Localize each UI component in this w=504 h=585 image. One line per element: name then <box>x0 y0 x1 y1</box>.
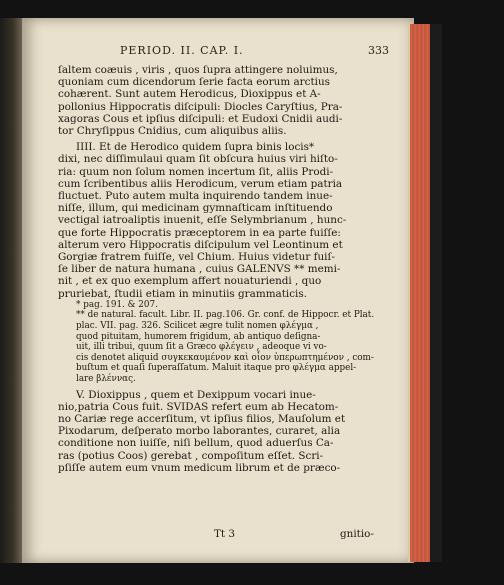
page-text <box>58 64 398 474</box>
running-head: PERIOD. II. CAP. I. <box>120 44 244 57</box>
text-line: ſe liber de natura humana , cuius GALENVS ** memi- <box>58 263 341 276</box>
text-line: ſaltem coæuis , viris , quos ſupra attingere noluimus, <box>58 64 338 76</box>
text-line: conditione non iuiſſe, niſi bellum, quod aduerſus Ca- <box>58 437 334 450</box>
red-page-edges <box>408 24 432 562</box>
text-line: nio,patria Cous fuit. SVIDAS refert eum ab Hecatom- <box>58 400 339 413</box>
footnote-line: lare βλέννας. <box>76 374 136 385</box>
text-line: dixi, nec diſſimulaui quam ſit obſcura huius viri hiſto- <box>58 153 338 166</box>
footnotes <box>58 300 398 385</box>
text-line: no Cariæ rege accerſitum, vt ipſius filios, Mauſolum et <box>58 413 346 426</box>
text-line: xagoras Cous et ipſius diſcipuli: et Eudoxi Cnidii audi- <box>58 112 343 125</box>
text-line: pſiſſe autem eum vnum medicum librum et de præco- <box>58 461 341 474</box>
text-line: pruriebat, ſtudii etiam in minutiis grammaticis. <box>58 287 308 300</box>
text-line: tor Chryſippus Cnidius, cum aliquibus aliis. <box>58 125 287 138</box>
footnote-line: quod pituitam, humorem frigidum, ab antiquo deſigna- <box>76 331 321 342</box>
book-cover-edge <box>430 24 442 562</box>
text-line: cohærent. Sunt autem Herodicus, Dioxippus et A- <box>58 88 321 101</box>
footnote-line: uit, illi tribui, quum ſit a Græco φλέγειν , adeoque vi vo- <box>76 342 327 353</box>
text-line: vectigal iatroaliptis inuenit, eſſe Selymbrianum , hunc- <box>58 214 347 227</box>
text-line: pollonius Hippocratis diſcipuli: Diocles Caryſtius, Pra- <box>58 100 343 113</box>
footnote-line: buſtum et quaſi ſuperaſſatum. Maluit itaque pro φλέγμα appel- <box>76 363 357 374</box>
footnote-line: * pag. 191. & 207. <box>76 299 158 310</box>
text-line: IIII. Et de Herodico quidem ſupra binis locis* <box>76 141 315 154</box>
text-line: V. Dioxippus , quem et Dexippum vocari inue- <box>76 388 316 401</box>
text-line: niſſe, illum, qui medicinam gymnaſticam inſtituendo <box>58 202 333 215</box>
text-line: fluctuet. Puto autem multa inquirendo tandem inue- <box>58 190 333 203</box>
text-line: alterum vero Hippocratis diſcipulum vel Leontinum et <box>58 238 343 251</box>
page-number: 333 <box>368 44 389 57</box>
paragraph-1 <box>58 64 398 137</box>
text-line: Pixodarum, deſperato morbo laborantes, curaret, alia <box>58 425 341 438</box>
text-line: ras (potius Coos) gerebat , compoſitum eſſet. Scri- <box>58 449 324 462</box>
text-line: nit , et ex quo exemplum affert nouaturiendi , quo <box>58 275 322 288</box>
text-line: Gorgiæ fratrem fuiſſe, vel Chium. Huius videtur fuiſ- <box>58 251 335 264</box>
paragraph-5 <box>58 389 398 474</box>
text-line: ria: quum non ſolum nomen incertum ſit, aliis Prodi- <box>58 165 334 178</box>
footnote-line: plac. VII. pag. 326. Scilicet ægre tulit nomen φλέγμα , <box>76 321 319 332</box>
catchword: gnitio- <box>340 528 374 540</box>
signature-mark: Tt 3 <box>214 528 236 540</box>
footnote-line: cis denotet aliquid συγκεκαυμένον καὶ οἷον ὑπερωπτημένον , com- <box>76 352 374 363</box>
paragraph-4 <box>58 141 398 300</box>
left-page-edge <box>0 18 22 563</box>
text-line: cum ſcribentibus aliis Herodicum, verum etiam patria <box>58 177 343 190</box>
text-line: quoniam cum dicendorum ſerie facta eorum arctius <box>58 76 330 89</box>
footnote-line: ** de natural. facult. Libr. II. pag.106. Gr. conf. de Hippocr. et Plat. <box>76 310 375 321</box>
text-line: que forte Hippocratis præceptorem in ea parte fuiſſe: <box>58 226 341 239</box>
